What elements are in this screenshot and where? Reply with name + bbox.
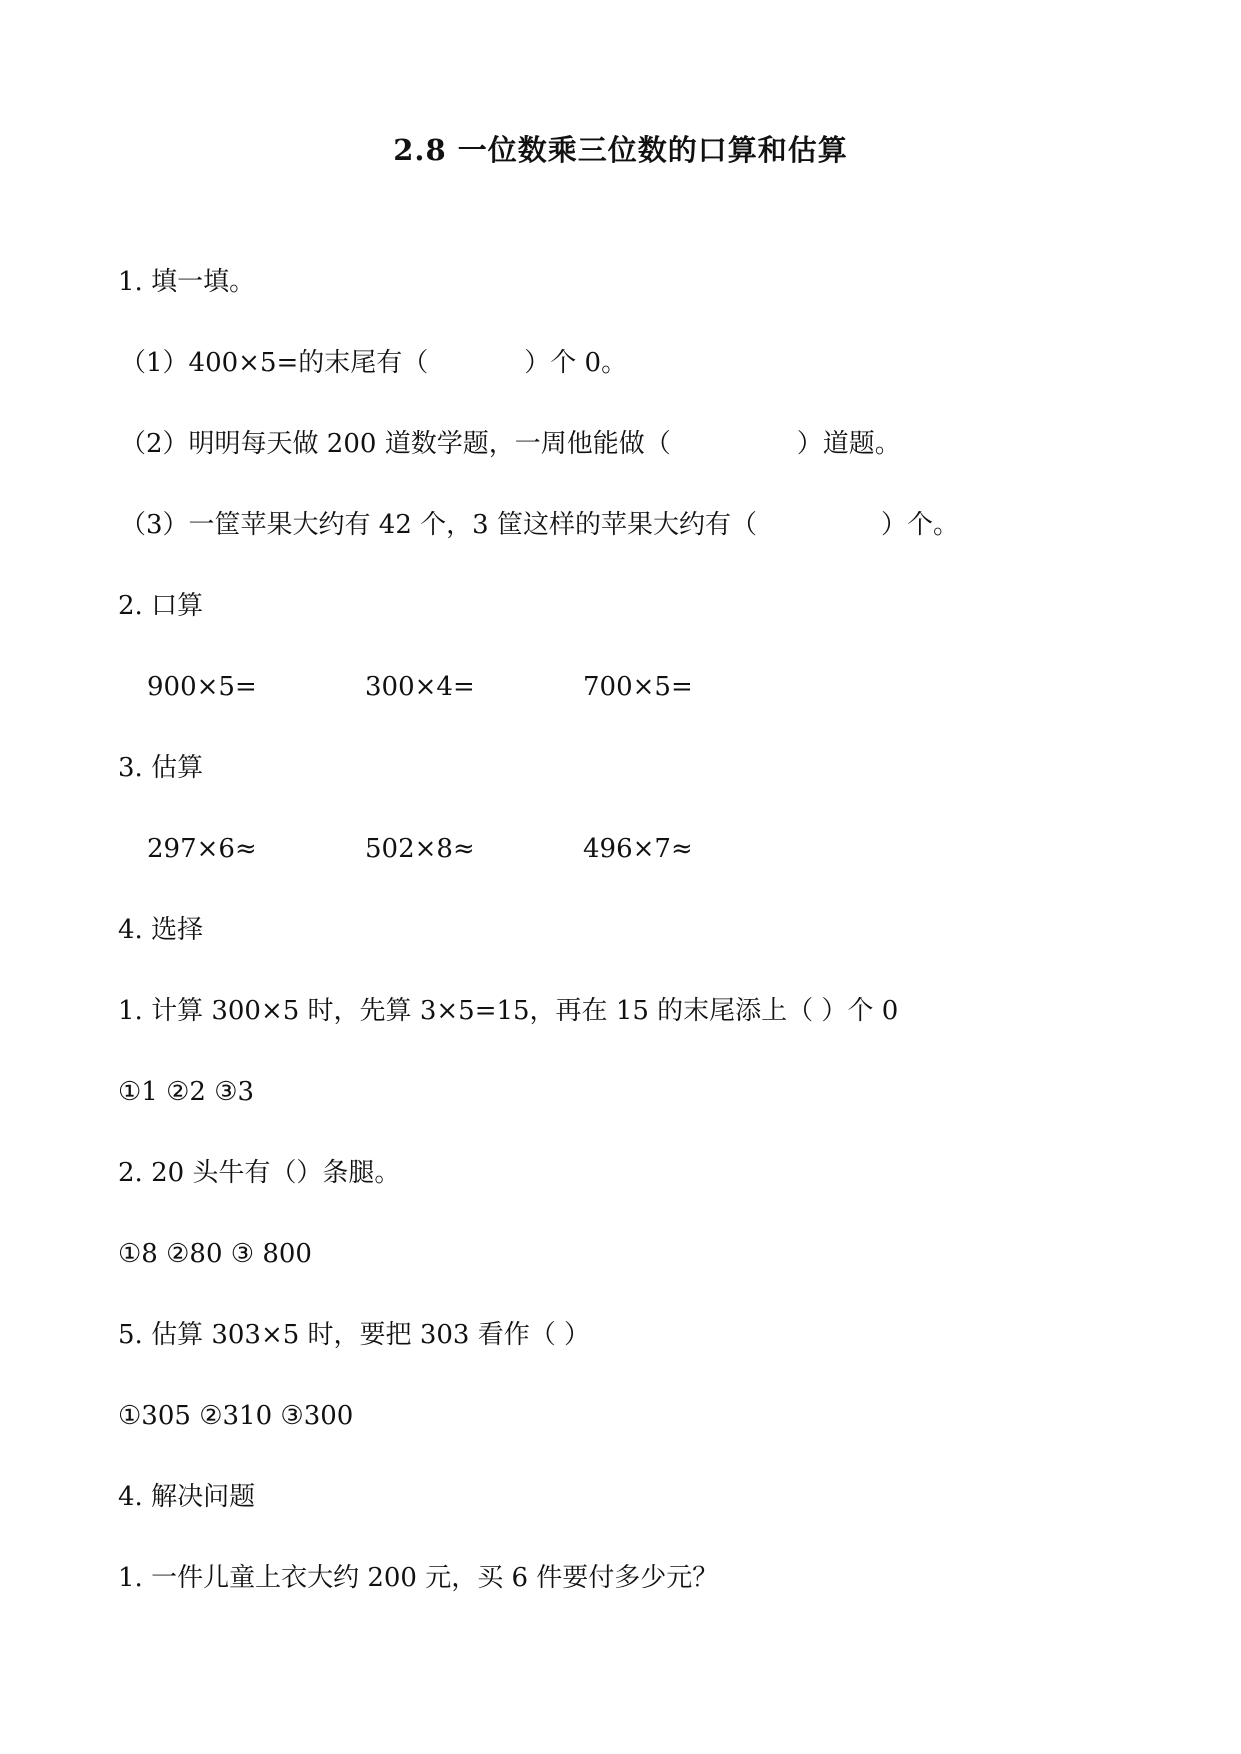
estimate-choice-options: ①305 ②310 ③300 — [118, 1401, 354, 1431]
page-title: 2.8 一位数乘三位数的口算和估算 — [393, 133, 848, 167]
choice-question-2: 2. 20 头牛有（）条腿。 — [118, 1158, 401, 1188]
fill-item-2-suffix: ）道题。 — [796, 429, 901, 459]
section-2-heading: 2. 口算 — [118, 591, 204, 621]
estimate-problem: 297×6≈ — [147, 834, 257, 864]
estimate-problem: 502×8≈ — [365, 834, 475, 864]
word-problem-1: 1. 一件儿童上衣大约 200 元，买 6 件要付多少元？ — [118, 1563, 719, 1593]
section-4-heading: 4. 选择 — [118, 915, 204, 945]
fill-item-3-suffix: ）个。 — [880, 510, 959, 540]
fill-item-1 — [120, 346, 627, 380]
oral-calc-problem: 700×5= — [583, 672, 693, 702]
section-3-heading: 3. 估算 — [118, 753, 204, 783]
fill-item-1-suffix: ）个 0。 — [524, 348, 628, 378]
fill-item-3-prefix: （3）一筐苹果大约有 42 个，3 筐这样的苹果大约有（ — [120, 510, 757, 540]
fill-item-2 — [120, 427, 901, 461]
estimate-problem: 496×7≈ — [583, 834, 693, 864]
choice-options-2: ①8 ②80 ③ 800 — [118, 1239, 312, 1269]
oral-calc-row — [0, 670, 1241, 704]
choice-question-1: 1. 计算 300×5 时，先算 3×5=15，再在 15 的末尾添上（ ）个 0 — [118, 996, 899, 1026]
estimate-row — [0, 832, 1241, 866]
fill-item-2-prefix: （2）明明每天做 200 道数学题，一周他能做（ — [120, 429, 671, 459]
section-problem-solving-heading: 4. 解决问题 — [118, 1482, 256, 1512]
fill-item-3 — [120, 508, 959, 542]
oral-calc-problem: 300×4= — [365, 672, 475, 702]
fill-item-1-prefix: （1）400×5=的末尾有（ — [120, 348, 429, 378]
section-1-heading: 1. 填一填。 — [118, 267, 256, 297]
choice-options-1: ①1 ②2 ③3 — [118, 1077, 255, 1107]
oral-calc-problem: 900×5= — [147, 672, 257, 702]
estimate-choice-question: 5. 估算 303×5 时，要把 303 看作（ ） — [118, 1320, 590, 1350]
